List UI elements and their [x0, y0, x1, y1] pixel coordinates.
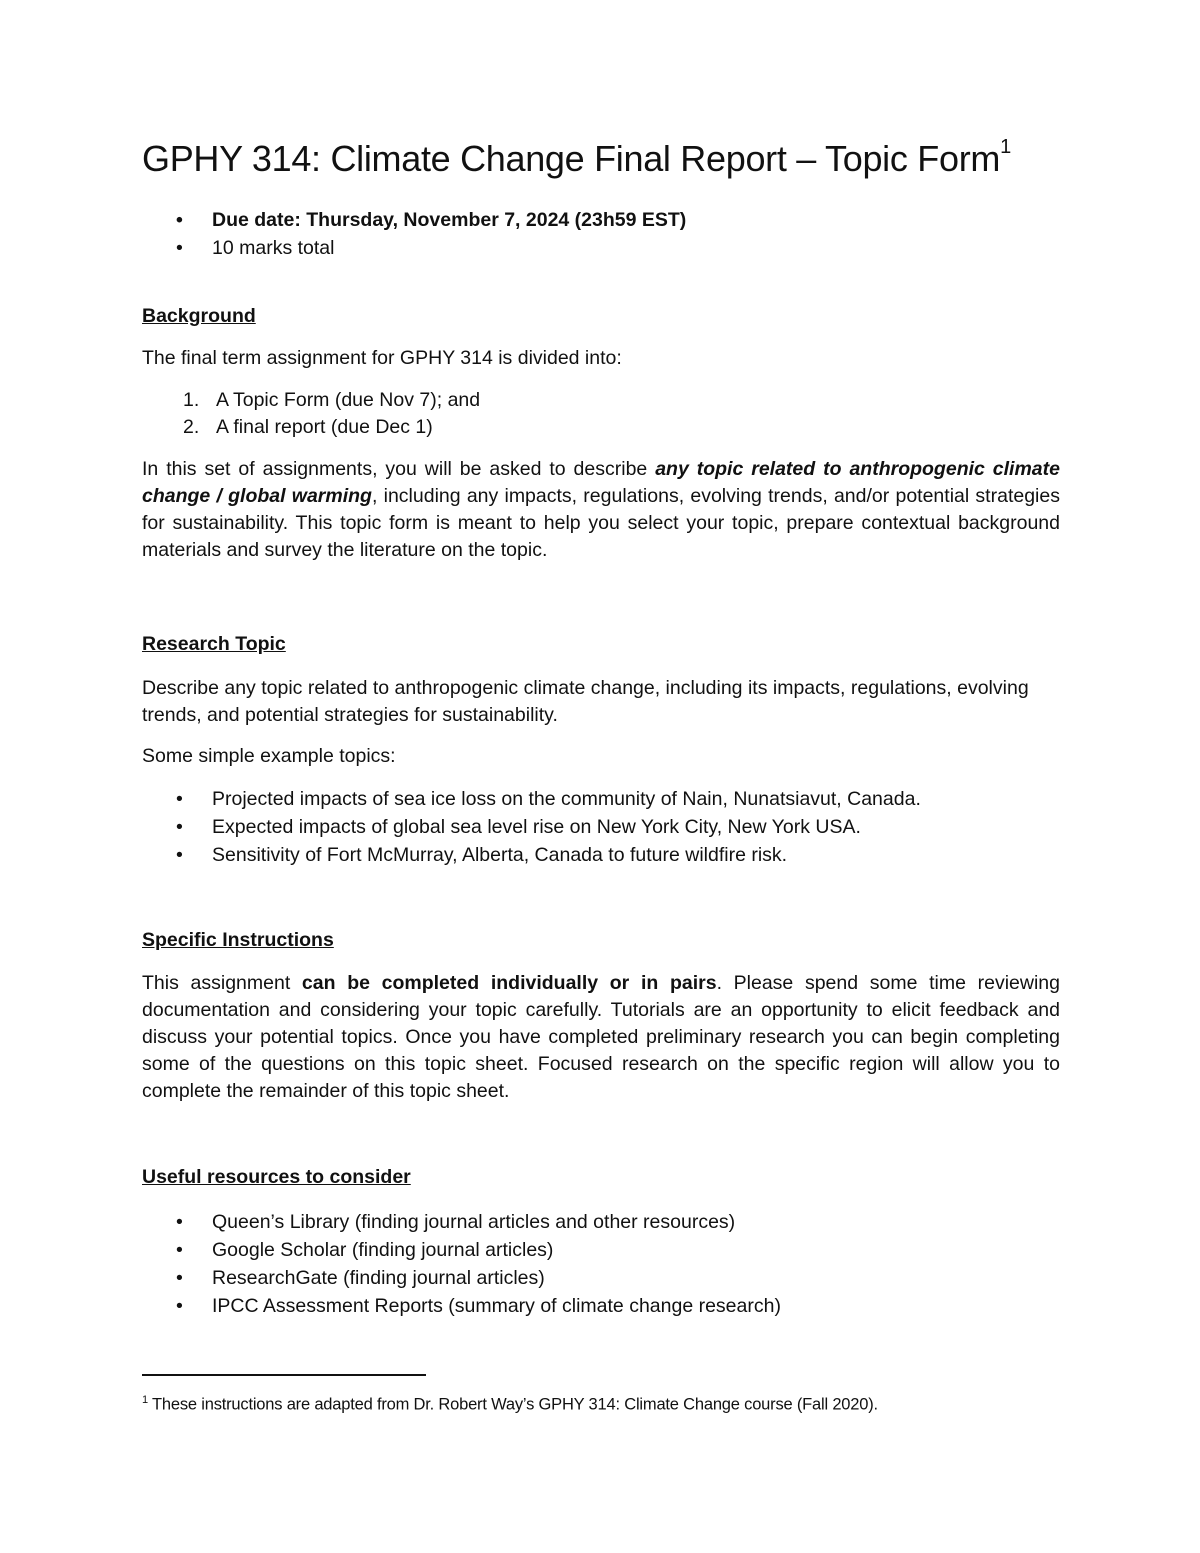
- list-item: [142, 1208, 1060, 1236]
- research-topic-heading: Research Topic: [142, 633, 286, 655]
- bullet-icon: •: [176, 1267, 183, 1289]
- footnote-mark: 1: [142, 1394, 148, 1406]
- research-topic-description: Describe any topic related to anthropogenic climate change, including its impacts, regulations, evolving trends, and potential strategies for sustainability.: [142, 677, 1029, 726]
- list-item: [142, 1292, 1060, 1320]
- page-title: [142, 138, 1060, 180]
- list-item-text: IPCC Assessment Reports (summary of climate change research): [212, 1295, 781, 1317]
- paragraph-text: This assignment: [142, 972, 302, 994]
- list-number: 2.: [183, 416, 200, 438]
- document-body: [142, 138, 1060, 1320]
- resources-heading: Useful resources to consider: [142, 1166, 411, 1188]
- footnote-divider: [142, 1374, 426, 1376]
- bullet-icon: •: [176, 1295, 183, 1317]
- footnote-text: These instructions are adapted from Dr. Robert Way’s GPHY 314: Climate Change course (Fall 2020).: [152, 1395, 878, 1414]
- marks-text: 10 marks total: [212, 237, 335, 259]
- title-text: GPHY 314: Climate Change Final Report – Topic Form: [142, 138, 1001, 179]
- list-item: [142, 387, 1060, 414]
- assignment-parts-list: [142, 387, 1060, 441]
- bullet-icon: •: [176, 1239, 183, 1261]
- list-item: [142, 813, 1060, 841]
- resources-list: [142, 1208, 1060, 1320]
- list-item: [142, 1264, 1060, 1292]
- due-date-item: [142, 206, 1060, 234]
- example-topics-list: [142, 785, 1060, 869]
- specific-instructions-paragraph: [142, 970, 1060, 1105]
- paragraph-bold: can be completed individually or in pairs: [301, 972, 717, 994]
- paragraph-emphasis: any topic related to anthropogenic climate change / global warming: [142, 458, 1060, 507]
- footnote: [142, 1389, 878, 1416]
- list-item-text: ResearchGate (finding journal articles): [212, 1267, 545, 1289]
- list-item-text: A final report (due Dec 1): [216, 416, 433, 438]
- list-item-text: Google Scholar (finding journal articles): [212, 1239, 554, 1261]
- list-item-text: Projected impacts of sea ice loss on the community of Nain, Nunatsiavut, Canada.: [212, 788, 921, 810]
- bullet-icon: •: [176, 237, 183, 259]
- bullet-icon: •: [176, 1211, 183, 1233]
- title-footnote-mark: 1: [1000, 136, 1011, 158]
- marks-item: [142, 234, 1060, 262]
- paragraph-text: In this set of assignments, you will be asked to describe: [142, 458, 656, 480]
- info-list: [142, 206, 1060, 262]
- bullet-icon: •: [176, 788, 183, 810]
- bullet-icon: •: [176, 209, 183, 231]
- list-item-text: Sensitivity of Fort McMurray, Alberta, Canada to future wildfire risk.: [212, 844, 788, 866]
- paragraph-text: , including any impacts, regulations, evolving trends, and/or potential strategies for sustainability. This topic form is meant to help you select your topic, prepare contextual background materials and survey the literature on the topic.: [142, 485, 1060, 561]
- paragraph-text: . Please spend some time reviewing documentation and considering your topic carefully. Tutorials are an opportunity to elicit feedback and discuss your potential topics. Once you have completed preliminary research you can begin completing some of the questions on this topic sheet. Focused research on the specific region will allow you to complete the remainder of this topic sheet.: [142, 972, 1061, 1102]
- background-paragraph: [142, 456, 1060, 564]
- list-item-text: A Topic Form (due Nov 7); and: [216, 389, 481, 411]
- list-item-text: Queen’s Library (finding journal articles and other resources): [212, 1211, 736, 1233]
- bullet-icon: •: [176, 844, 183, 866]
- examples-intro: Some simple example topics:: [142, 745, 396, 767]
- list-number: 1.: [183, 389, 200, 411]
- background-intro: The final term assignment for GPHY 314 is divided into:: [142, 347, 622, 369]
- bullet-icon: •: [176, 816, 183, 838]
- list-item: [142, 841, 1060, 869]
- background-heading: Background: [142, 305, 256, 327]
- specific-instructions-heading: Specific Instructions: [142, 929, 334, 951]
- due-date-text: Due date: Thursday, November 7, 2024 (23h59 EST): [212, 209, 687, 231]
- list-item: [142, 785, 1060, 813]
- list-item-text: Expected impacts of global sea level rise on New York City, New York USA.: [212, 816, 861, 838]
- list-item: [142, 1236, 1060, 1264]
- list-item: [142, 414, 1060, 441]
